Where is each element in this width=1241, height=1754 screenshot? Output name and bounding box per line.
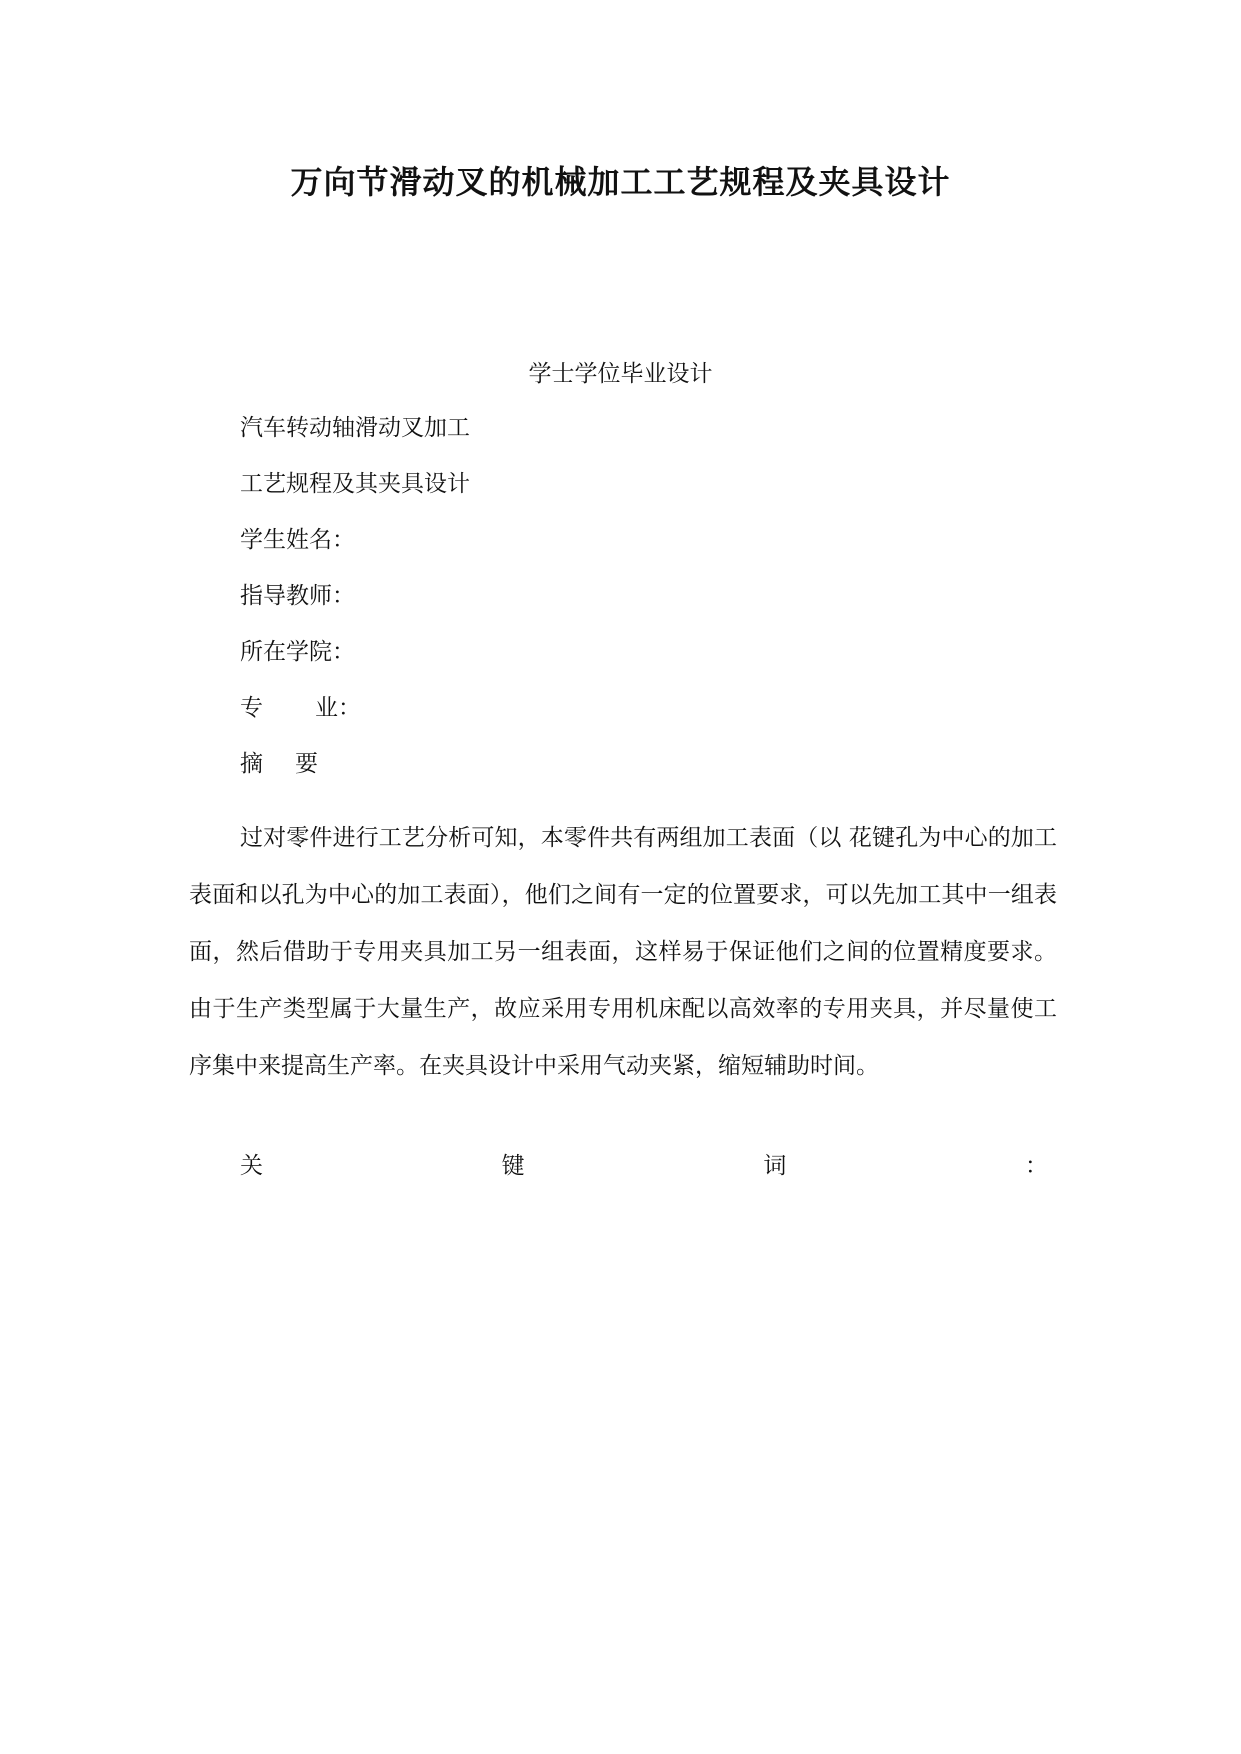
abstract-text: 过对零件进行工艺分析可知，本零件共有两组加工表面（以 花键孔为中心的加工表面和以孔为中心的加工表面），他们之间有一定的位置要求，可以先加工其中一组表面，然后借助于专用夹具加工另一组表面，这样易于保证他们之间的位置精度要求。由于生产类型属于大量生产，故应采用专用机床配以高效率的专用夹具，并尽量使工序集中来提高生产率。在夹具设计中采用气动夹紧，缩短辅助时间。 — [189, 825, 1057, 1079]
college-label: 所在学院： — [240, 639, 355, 665]
keywords-char-4: ： — [1024, 1153, 1048, 1179]
keywords-char-1: 关 — [240, 1153, 263, 1179]
document-subtitle: 学士学位毕业设计 — [528, 361, 713, 387]
student-name-label: 学生姓名： — [240, 527, 355, 553]
abstract-heading-char-2: 要 — [295, 751, 318, 777]
major-label-char-2: 业： — [315, 695, 361, 721]
keywords-char-2: 键 — [501, 1153, 525, 1179]
topic-line-1: 汽车转动轴滑动叉加工 — [240, 415, 470, 441]
abstract-heading — [240, 746, 318, 782]
topic-line-2: 工艺规程及其夹具设计 — [240, 471, 470, 497]
keywords-char-3: 词 — [763, 1153, 787, 1179]
advisor-label: 指导教师： — [240, 583, 355, 609]
major-label — [240, 690, 361, 726]
document-title: 万向节滑动叉的机械加工工艺规程及夹具设计 — [290, 163, 951, 201]
abstract-heading-char-1: 摘 — [240, 751, 263, 777]
major-label-char-1: 专 — [240, 695, 263, 721]
keywords-label — [240, 1148, 1048, 1184]
